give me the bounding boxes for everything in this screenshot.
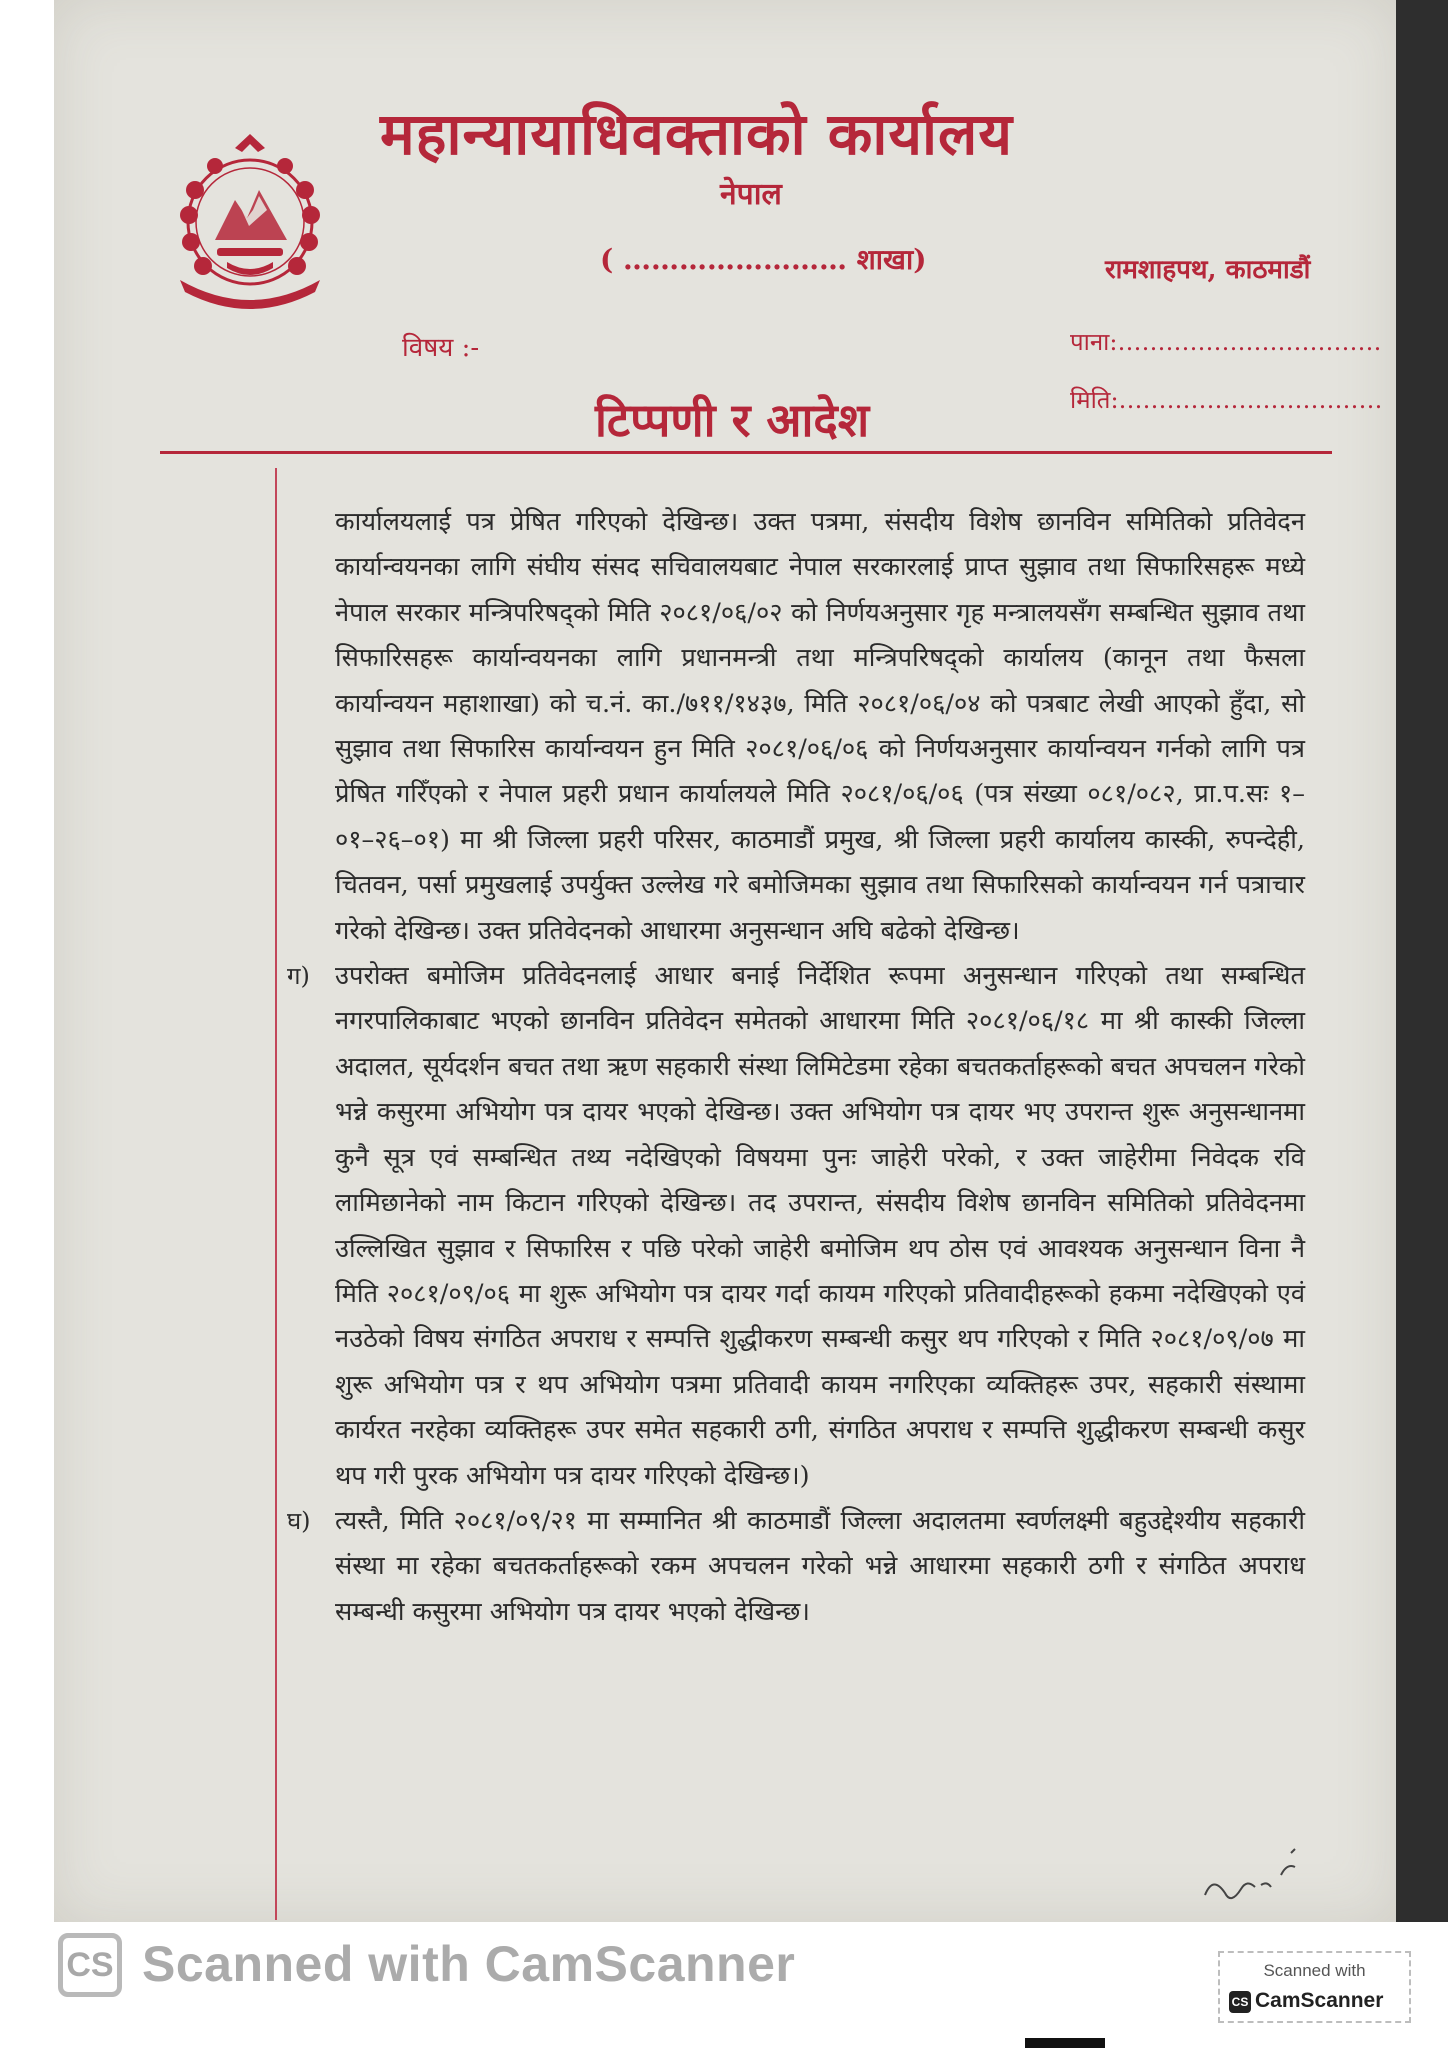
header-divider	[160, 451, 1332, 454]
paragraph	[335, 500, 1305, 954]
document-body	[287, 500, 1305, 1635]
camscanner-logo-icon: CS	[58, 1933, 122, 1997]
handwritten-initials	[1195, 1845, 1310, 1915]
country-name: नेपाल	[720, 177, 782, 212]
camscanner-badge-icon: CS	[1229, 1991, 1251, 2013]
margin-line	[275, 468, 277, 1920]
scan-background-edge	[1395, 0, 1448, 1922]
badge-brand: CamScanner	[1255, 1989, 1384, 2012]
badge-caption: Scanned with	[1263, 1961, 1366, 1980]
camscanner-badge	[1218, 1951, 1411, 2023]
page-number-field: पाना:……………………………	[1070, 328, 1382, 356]
paragraph-text: उपरोक्त बमोजिम प्रतिवेदनलाई आधार बनाई निर्देशित रूपमा अनुसन्धान गरिएको तथा सम्बन्धित नगरपालिकाबाट भएको छानविन प्रतिवेदन समेतको आधारमा मिति २०८१/०६/१८ मा श्री कास्की जिल्ला अदालत, सूर्यदर्शन बचत तथा ऋण सहकारी संस्था लिमिटेडमा रहेका बचतकर्ताहरूको बचत अपचलन गरेको भन्ने कसुरमा अभियोग पत्र दायर भएको देखिन्छ। उक्त अभियोग पत्र दायर भए उपरान्त शुरू अनुसन्धानमा कुनै सूत्र एवं सम्बन्धित तथ्य नदेखिएको विषयमा पुनः जाहेरी परेको, र उक्त जाहेरीमा निवेदक रवि लामिछानेको नाम किटान गरिएको देखिन्छ। तद उपरान्त, संसदीय विशेष छानविन समितिको प्रतिवेदनमा उल्लिखित सुझाव र सिफारिस र पछि परेको जाहेरी बमोजिम थप ठोस एवं आवश्यक अनुसन्धान विना नै मिति २०८१/०९/०६ मा शुरू अभियोग पत्र दायर गर्दा कायम गरिएको प्रतिवादीहरूको हकमा नदेखिएको एवं नउठेको विषय संगठित अपराध र सम्पत्ति शुद्धीकरण सम्बन्धी कसुर थप गरिएको र मिति २०८१/०९/०७ मा शुरू अभियोग पत्र र थप अभियोग पत्रमा प्रतिवादी कायम नगरिएका व्यक्तिहरू उपर, सहकारी संस्थामा कार्यरत नरहेका व्यक्तिहरू उपर समेत सहकारी ठगी, संगठित अपराध र सम्पत्ति शुद्धीकरण सम्बन्धी कसुर थप गरी पुरक अभियोग पत्र दायर गरिएको देखिन्छ।)	[335, 961, 1305, 1491]
paragraph-text: त्यस्तै, मिति २०८१/०९/२१ मा सम्मानित श्री काठमाडौं जिल्ला अदालतमा स्वर्णलक्ष्मी बहुउद्देश्यीय सहकारी संस्था मा रहेका बचतकर्ताहरूको रकम अपचलन गरेको भन्ने आधारमा सहकारी ठगी र संगठित अपराध सम्बन्धी कसुरमा अभियोग पत्र दायर भएको देखिन्छ।	[335, 1505, 1305, 1627]
paragraph	[287, 1499, 1305, 1635]
paragraph-marker: ग)	[287, 962, 310, 991]
paragraph	[287, 954, 1305, 1499]
scan-artifact	[1025, 2038, 1105, 2048]
scanner-watermark: Scanned with CamScanner	[142, 1936, 796, 1992]
branch-field: ( …………………… शाखा)	[600, 243, 927, 276]
date-field: मिति:……………………………	[1070, 386, 1383, 414]
paragraph-text: कार्यालयलाई पत्र प्रेषित गरिएको देखिन्छ। उक्त पत्रमा, संसदीय विशेष छानविन समितिको प्रतिवेदन कार्यान्वयनका लागि संघीय संसद सचिवालयबाट नेपाल सरकारलाई प्राप्त सुझाव तथा सिफारिसहरू मध्ये नेपाल सरकार मन्त्रिपरिषद्को मिति २०८१/०६/०२ को निर्णयअनुसार गृह मन्त्रालयसँग सम्बन्धित सुझाव तथा सिफारिसहरू कार्यान्वयनका लागि प्रधानमन्त्री तथा मन्त्रिपरिषद्को कार्यालय (कानून तथा फैसला कार्यान्वयन महाशाखा) को च.नं. का./७११/१४३७, मिति २०८१/०६/०४ को पत्रबाट लेखी आएको हुँदा, सो सुझाव तथा सिफारिस कार्यान्वयन हुन मिति २०८१/०६/०६ को निर्णयअनुसार कार्यान्वयन गर्नको लागि पत्र प्रेषित गरिँएको र नेपाल प्रहरी प्रधान कार्यालयले मिति २०८१/०६/०६ (पत्र संख्या ०८१/०८२, प्रा.प.सः १–०१–२६–०१) मा श्री जिल्ला प्रहरी परिसर, काठमाडौं प्रमुख, श्री जिल्ला प्रहरी कार्यालय कास्की, रुपन्देही, चितवन, पर्सा प्रमुखलाई उपर्युक्त उल्लेख गरे बमोजिमका सुझाव तथा सिफारिसको कार्यान्वयन गर्न पत्राचार गरेको देखिन्छ। उक्त प्रतिवेदनको आधारमा अनुसन्धान अघि बढेको देखिन्छ।	[335, 507, 1305, 946]
subject-label: विषय :-	[402, 333, 480, 363]
nepal-emblem-icon	[155, 130, 345, 320]
office-title: महान्यायाधिवक्ताको कार्यालय	[380, 100, 1013, 168]
paragraph-marker: घ)	[287, 1506, 311, 1535]
document-heading: टिप्पणी र आदेश	[595, 393, 870, 447]
office-address: रामशाहपथ, काठमाडौं	[1105, 255, 1311, 285]
